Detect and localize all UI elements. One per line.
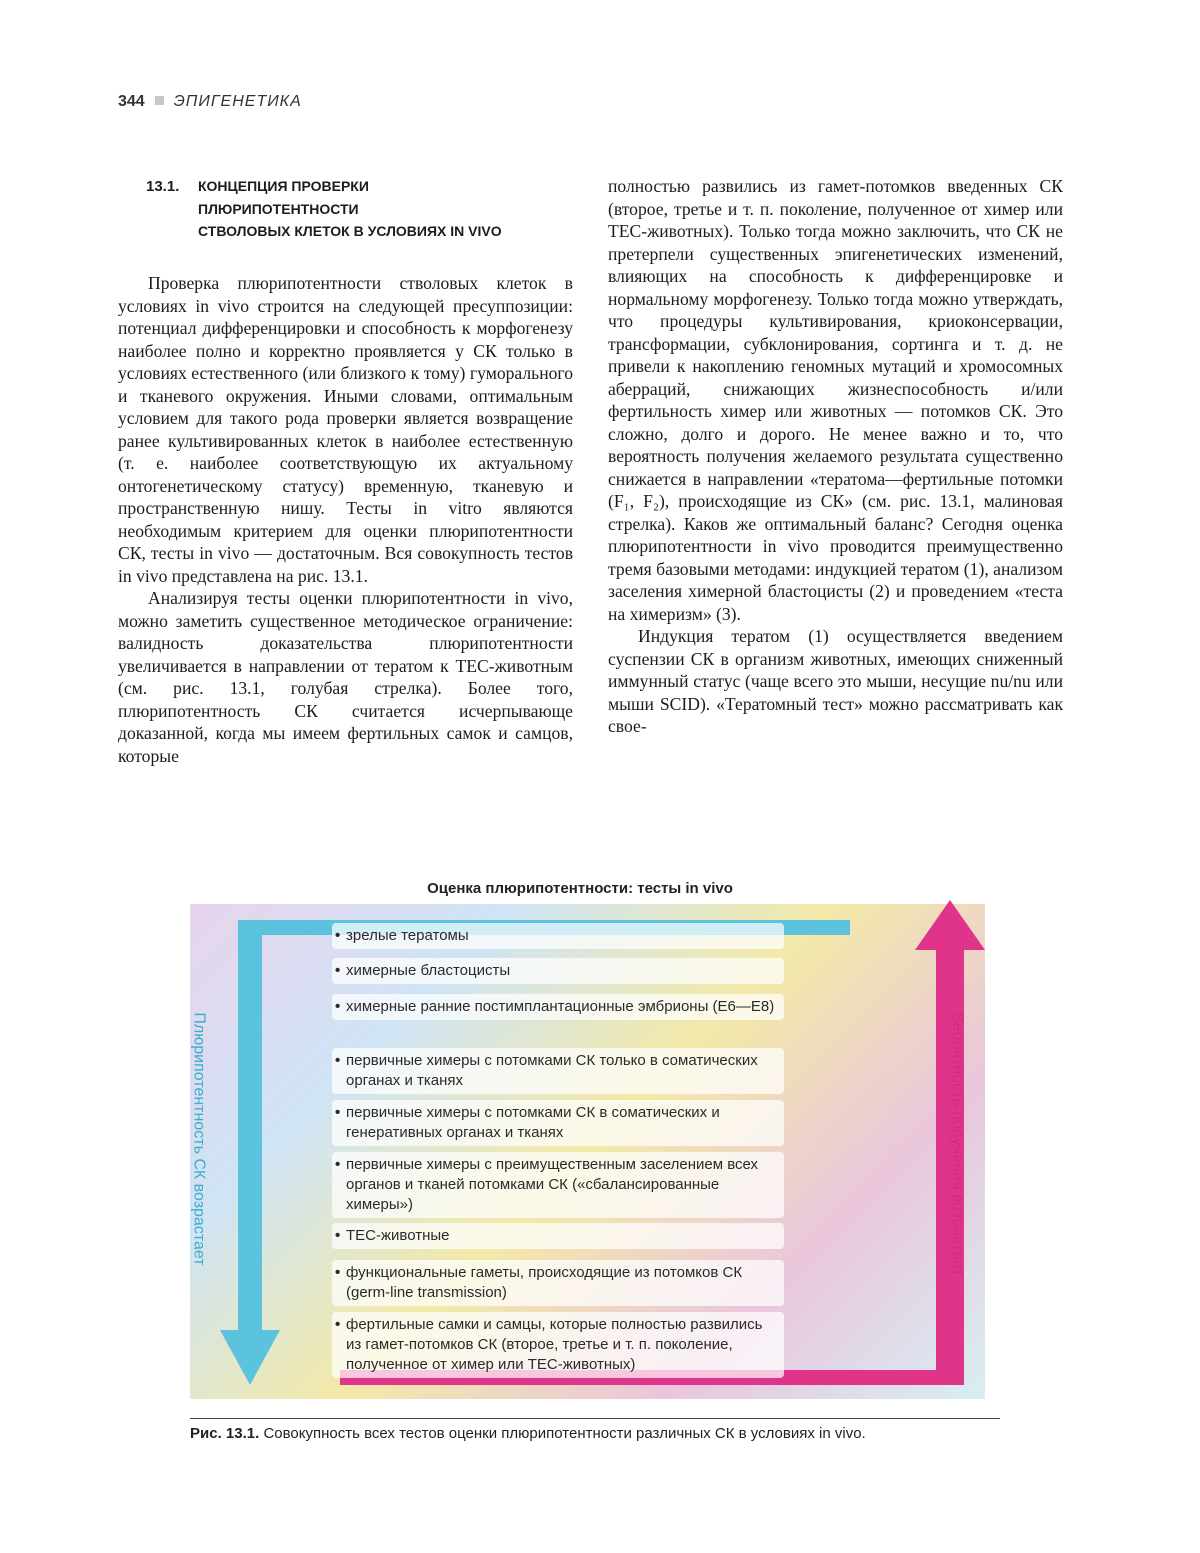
body-paragraph: Индукция тератом (1) осуществляется введением суспензии СК в организм животных, имеющих сниженный иммунный статус (чаще всего это мыши, несущие nu/nu или мыши SCID). «Тератомный тест» можно рассматривать как свое- xyxy=(608,625,1063,738)
figure-list-item: • ТЕС-животные xyxy=(332,1223,784,1249)
body-paragraph: полностью развились из гамет-потомков введенных СК (второе, третье и т. п. поколение, полученное от химер или ТЕС-животных). Только тогда можно заключить, что СК не претерпели существенных эпигенетических изменений, влияющих на способность к дифференцировке и нормальному морфогенезу. Только тогда можно утверждать, что процедуры культивирования, криоконсервации, трансформации, субклонирования, сортинга и т. д. не привели к накоплению геномных мутаций и хромосомных аберраций, снижающих жизнеспособность и/или фертильность химер или животных — потомков СК. Это сложно, долго и дорого. Не менее важно и то, что вероятность получения желаемого результата существенно снижается в направлении «тератома—фертильные потомки (F₁, F₂), происходящие из СК» (см. рис. 13.1, малиновая стрелка). Каков же оптимальный баланс? Сегодня оценка плюрипотентности in vivo проводится преимущественно тремя базовыми методами: индукцией тератом (1), анализом заселения химерной бластоцисты (2) и проведением «теста на химеризм» (3). xyxy=(608,175,1063,625)
section-number: 13.1. xyxy=(146,176,198,198)
section-title-line: СТВОЛОВЫХ КЛЕТОК В УСЛОВИЯХ IN VIVO xyxy=(146,220,573,242)
figure-13-1 xyxy=(190,880,1010,1410)
body-paragraph: Проверка плюрипотентности стволовых клеток в условиях in vivo строится на следующей пресуппозиции: потенциал дифференцировки и способность к морфогенезу наиболее полно и корректно проявляется у СК только в условиях естественного (или близкого к тому) гуморального и тканевого окружения. Иными словами, оптимальным условием для такого рода проверки является возвращение ранее культивированных клеток в наиболее естественную (т. е. наиболее соответствующую их актуальному онтогенетическому статусу) временную, тканевую и пространственную нишу. Тесты in vitro являются необходимым критерием для оценки плюрипотентности СК, тесты in vivo — достаточным. Вся совокупность тестов in vivo представлена на рис. 13.1. xyxy=(118,272,573,587)
left-column xyxy=(118,175,573,767)
figure-list-item: • химерные ранние постимплантационные эмбрионы (E6—E8) xyxy=(332,994,784,1020)
right-arrow-label: Вероятность получения возрастает xyxy=(948,1012,966,1276)
body-paragraph: Анализируя тесты оценки плюрипотентности in vivo, можно заметить существенное методическое ограничение: валидность доказательства плюрипотентности увеличивается в направлении от тератом к ТЕС-животным (см. рис. 13.1, голубая стрелка). Более того, плюрипотентность СК считается исчерпывающе доказанной, когда мы имеем фертильных самок и самцов, которые xyxy=(118,587,573,767)
figure-list-item: • функциональные гаметы, происходящие из потомков СК (germ-line transmission) xyxy=(332,1260,784,1306)
figure-list-item: • первичные химеры с преимущественным заселением всех органов и тканей потомками СК («сбалансированные химеры») xyxy=(332,1152,784,1218)
figure-list-item: • фертильные самки и самцы, которые полностью развились из гамет-потомков СК (второе, третье и т. п. поколение, полученное от химер или ТЕС-животных) xyxy=(332,1312,784,1378)
figure-list-item: • первичные химеры с потомками СК в соматических и генеративных органах и тканях xyxy=(332,1100,784,1146)
running-title: ЭПИГЕНЕТИКА xyxy=(174,93,302,110)
figure-title: Оценка плюрипотентности: тесты in vivo xyxy=(190,880,970,897)
caption-text: Совокупность всех тестов оценки плюрипотентности различных СК в условиях in vivo. xyxy=(263,1425,865,1442)
figure-list-item: • первичные химеры с потомками СК только в соматических органах и тканях xyxy=(332,1048,784,1094)
figure-caption xyxy=(190,1418,1000,1442)
running-head xyxy=(118,93,302,111)
square-bullet-icon xyxy=(155,96,164,105)
figure-list-item: • химерные бластоцисты xyxy=(332,958,784,984)
section-title-line: ПЛЮРИПОТЕНТНОСТИ xyxy=(146,198,573,220)
figure-list-item: • зрелые тератомы xyxy=(332,923,784,949)
caption-label: Рис. 13.1. xyxy=(190,1425,259,1442)
section-heading xyxy=(146,175,573,242)
page-number: 344 xyxy=(118,93,145,110)
right-column xyxy=(608,175,1063,738)
section-title-line: КОНЦЕПЦИЯ ПРОВЕРКИ xyxy=(198,178,369,194)
left-arrow-label: Плюрипотентность СК возрастает xyxy=(190,1012,208,1265)
